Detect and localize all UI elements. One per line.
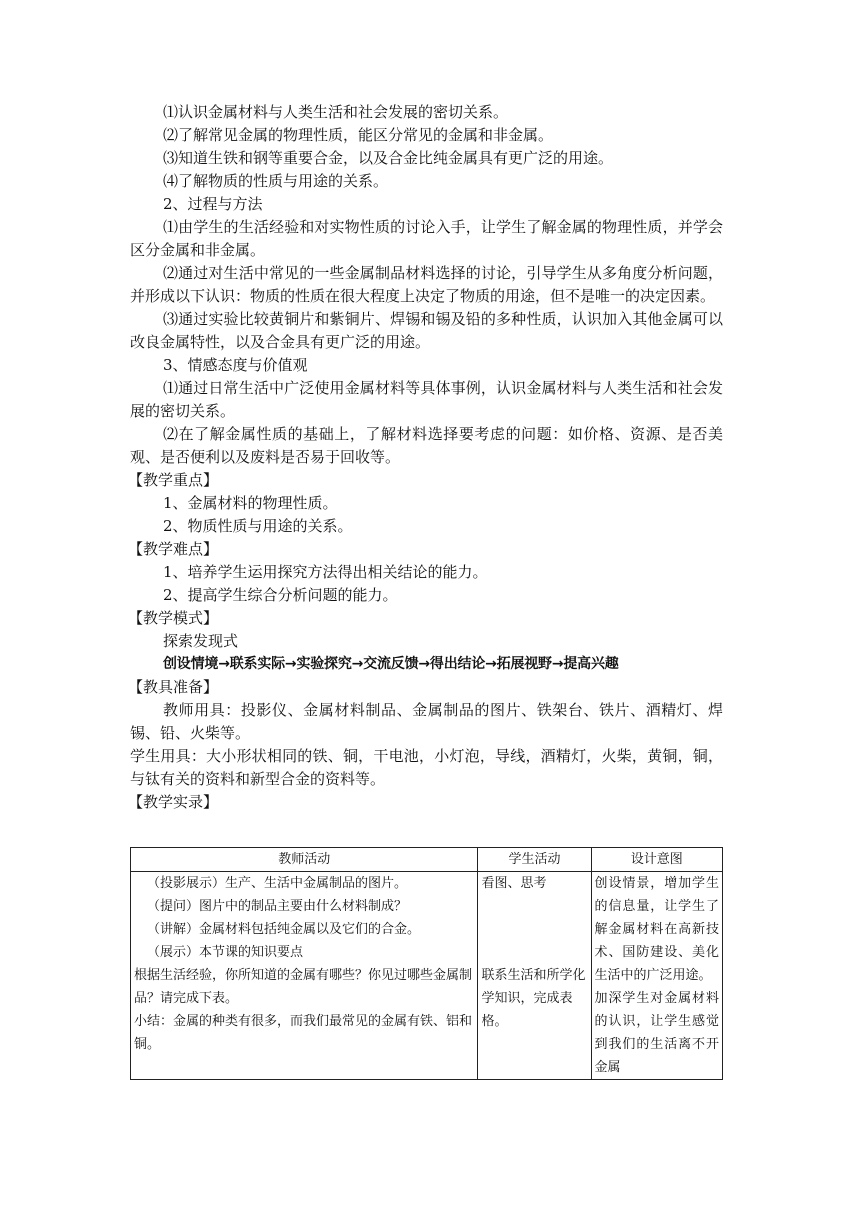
key-points-title: 【教学重点】	[128, 471, 219, 489]
difficult-point-item: 1、培养学生运用探究方法得出相关结论的能力。	[163, 563, 488, 581]
spacer	[481, 895, 587, 964]
design-intent-cell	[591, 872, 722, 1080]
tools-title: 【教具准备】	[128, 678, 219, 696]
key-point-item: 1、金属材料的物理性质。	[163, 494, 338, 512]
student-activity-1: 看图、思考	[481, 876, 547, 891]
teacher-line: （讲解）金属材料包括纯金属以及它们的合金。	[147, 922, 421, 937]
document-body	[130, 101, 723, 814]
teacher-line: （投影展示）生产、生活中金属制品的图片。	[147, 876, 408, 891]
key-point-item: 2、物质性质与用途的关系。	[163, 517, 353, 535]
process-item: ⑶通过实验比较黄铜片和紫铜片、焊锡和锡及铅的多种性质，认识加入其他金属可以改良金属特性，以及合金具有更广泛的用途。	[130, 310, 723, 351]
student-activity-2: 联系生活和所学化学知识，完成表格。	[481, 968, 586, 1029]
process-item: ⑵通过对生活中常见的一些金属制品材料选择的讨论，引导学生从多角度分析问题，并形成以下认识：物质的性质在很大程度上决定了物质的用途，但不是唯一的决定因素。	[130, 264, 723, 305]
knowledge-item: ⑶知道生铁和钢等重要合金，以及合金比纯金属具有更广泛的用途。	[163, 149, 614, 167]
emotion-item: ⑵在了解金属性质的基础上，了解材料选择要考虑的问题：如价格、资源、是否美观、是否便利以及废料是否易于回收等。	[130, 425, 723, 466]
process-item: ⑴由学生的生活经验和对实物性质的讨论入手，让学生了解金属的物理性质，并学会区分金属和非金属。	[130, 218, 723, 259]
mode-title: 【教学模式】	[128, 609, 219, 627]
difficult-points-title: 【教学难点】	[128, 540, 219, 558]
process-heading: 2、过程与方法	[163, 195, 263, 213]
knowledge-item: ⑵了解常见金属的物理性质，能区分常见的金属和非金属。	[163, 126, 554, 144]
teacher-tools: 教师用具：投影仪、金属材料制品、金属制品的图片、铁架台、铁片、酒精灯、焊锡、铅、火柴等。	[130, 701, 723, 742]
student-tools: 学生用具：大小形状相同的铁、铜，干电池，小灯泡，导线，酒精灯，火柴，黄铜，铜，与钛有关的资料和新型合金的资料等。	[130, 747, 723, 788]
emotion-item: ⑴通过日常生活中广泛使用金属材料等具体事例，认识金属材料与人类生活和社会发展的密切关系。	[130, 379, 723, 420]
teacher-line: （展示）本节课的知识要点	[147, 945, 304, 960]
table-row	[131, 872, 723, 1080]
teacher-line: 小结：金属的种类有很多，而我们最常见的金属有铁、铝和铜。	[134, 1014, 473, 1052]
design-intent-1: 创设情景，增加学生的信息量，让学生了解金属材料在高新技术、国防建设、美化生活中的广泛用途。	[594, 876, 719, 983]
knowledge-item: ⑷了解物质的性质与用途的关系。	[163, 172, 389, 190]
design-intent-2: 加深学生对金属材料的认识，让学生感觉到我们的生活离不开金属	[594, 991, 719, 1075]
teacher-line: 根据生活经验，你所知道的金属有哪些？你见过哪些金属制品？请完成下表。	[134, 968, 473, 1006]
lesson-record-table	[130, 847, 723, 1080]
table-header-row	[131, 848, 723, 872]
knowledge-item: ⑴认识金属材料与人类生活和社会发展的密切关系。	[163, 103, 509, 121]
header-teacher: 教师活动	[131, 848, 478, 872]
emotion-heading: 3、情感态度与价值观	[163, 356, 308, 374]
teacher-activity-cell	[131, 872, 478, 1080]
mode-flow: 创设情境→联系实际→实验探究→交流反馈→得出结论→拓展视野→提高兴趣	[163, 656, 619, 672]
header-intent: 设计意图	[591, 848, 722, 872]
difficult-point-item: 2、提高学生综合分析问题的能力。	[163, 586, 398, 604]
record-title: 【教学实录】	[128, 793, 219, 811]
mode-name: 探索发现式	[163, 632, 239, 650]
header-student: 学生活动	[478, 848, 591, 872]
student-activity-cell	[478, 872, 591, 1080]
teacher-line: （提问）图片中的制品主要由什么材料制成？	[147, 899, 408, 914]
